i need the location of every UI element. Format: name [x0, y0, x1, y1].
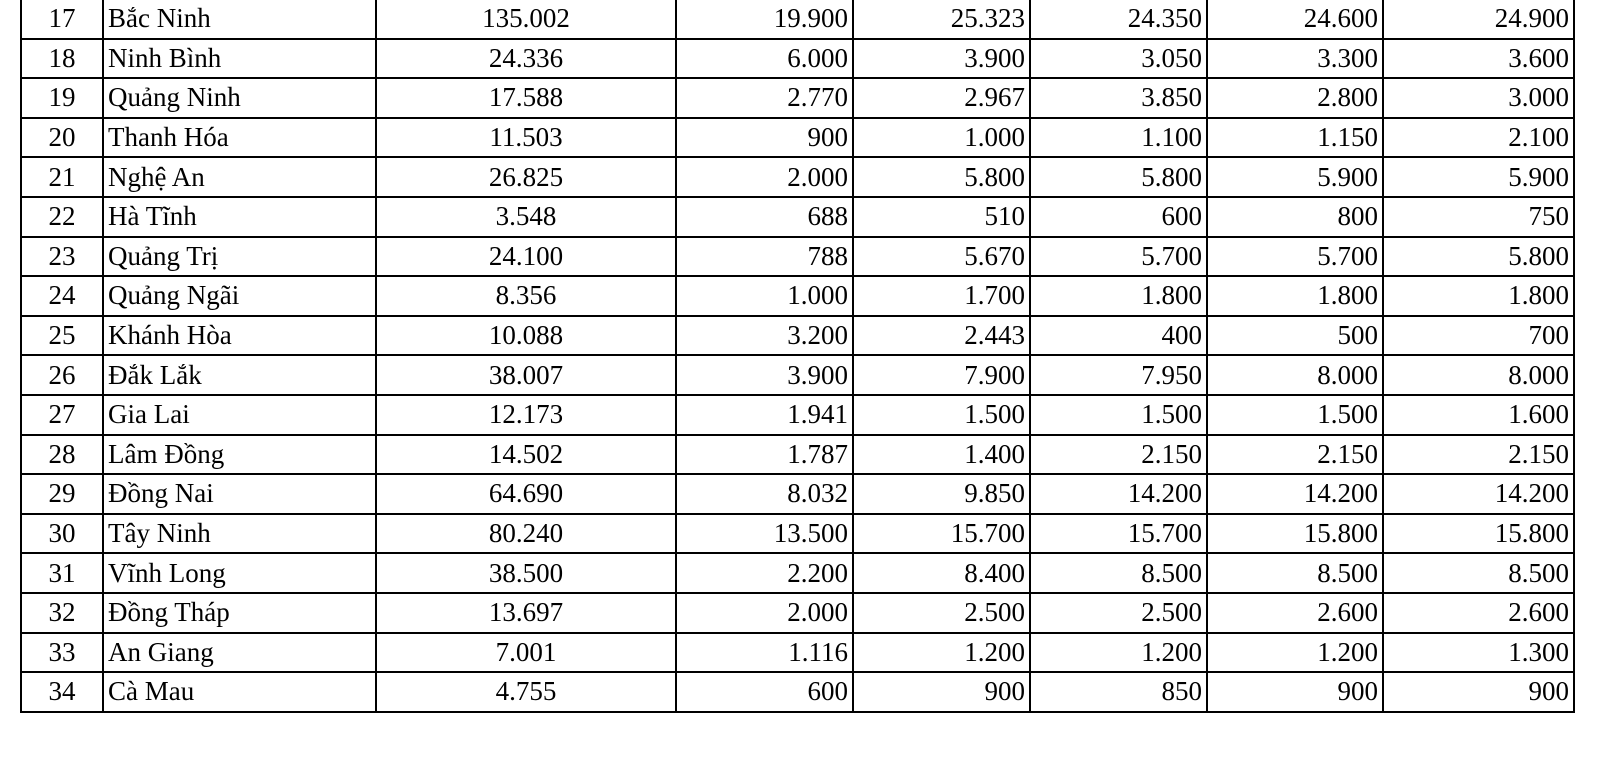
- row-number-cell: 25: [21, 316, 103, 356]
- value-cell-5: 5.800: [1383, 237, 1574, 277]
- value-cell-2: 1.200: [853, 633, 1030, 673]
- province-name-cell: Hà Tĩnh: [103, 197, 376, 237]
- table-row: [21, 514, 1574, 554]
- value-cell-2: 900: [853, 672, 1030, 712]
- row-number-cell: 32: [21, 593, 103, 633]
- value-cell-4: 1.500: [1207, 395, 1383, 435]
- table-row: [21, 553, 1574, 593]
- total-value-cell: 64.690: [376, 474, 676, 514]
- value-cell-1: 2.000: [676, 593, 853, 633]
- row-number-cell: 18: [21, 39, 103, 79]
- row-number-cell: 21: [21, 157, 103, 197]
- total-value-cell: 11.503: [376, 118, 676, 158]
- total-value-cell: 17.588: [376, 78, 676, 118]
- table-row: [21, 276, 1574, 316]
- table-row: [21, 118, 1574, 158]
- value-cell-3: 24.350: [1030, 0, 1207, 39]
- value-cell-4: 2.800: [1207, 78, 1383, 118]
- province-data-table: [20, 0, 1575, 713]
- table-row: [21, 197, 1574, 237]
- total-value-cell: 26.825: [376, 157, 676, 197]
- value-cell-3: 15.700: [1030, 514, 1207, 554]
- value-cell-4: 3.300: [1207, 39, 1383, 79]
- total-value-cell: 80.240: [376, 514, 676, 554]
- row-number-cell: 28: [21, 435, 103, 475]
- value-cell-2: 1.700: [853, 276, 1030, 316]
- value-cell-5: 8.000: [1383, 355, 1574, 395]
- value-cell-5: 5.900: [1383, 157, 1574, 197]
- value-cell-5: 15.800: [1383, 514, 1574, 554]
- value-cell-1: 1.941: [676, 395, 853, 435]
- value-cell-3: 3.050: [1030, 39, 1207, 79]
- value-cell-1: 19.900: [676, 0, 853, 39]
- total-value-cell: 7.001: [376, 633, 676, 673]
- province-name-cell: Quảng Ninh: [103, 78, 376, 118]
- value-cell-1: 688: [676, 197, 853, 237]
- table-row: [21, 316, 1574, 356]
- table-row: [21, 474, 1574, 514]
- value-cell-3: 8.500: [1030, 553, 1207, 593]
- value-cell-5: 2.100: [1383, 118, 1574, 158]
- value-cell-4: 1.150: [1207, 118, 1383, 158]
- value-cell-5: 700: [1383, 316, 1574, 356]
- table-row: [21, 237, 1574, 277]
- province-name-cell: Quảng Trị: [103, 237, 376, 277]
- value-cell-5: 2.600: [1383, 593, 1574, 633]
- value-cell-2: 8.400: [853, 553, 1030, 593]
- table-row: [21, 435, 1574, 475]
- table-row: [21, 672, 1574, 712]
- row-number-cell: 17: [21, 0, 103, 39]
- value-cell-2: 5.800: [853, 157, 1030, 197]
- value-cell-1: 788: [676, 237, 853, 277]
- value-cell-3: 1.100: [1030, 118, 1207, 158]
- value-cell-1: 6.000: [676, 39, 853, 79]
- value-cell-4: 800: [1207, 197, 1383, 237]
- province-name-cell: Thanh Hóa: [103, 118, 376, 158]
- total-value-cell: 24.336: [376, 39, 676, 79]
- province-name-cell: Gia Lai: [103, 395, 376, 435]
- value-cell-4: 5.700: [1207, 237, 1383, 277]
- value-cell-4: 5.900: [1207, 157, 1383, 197]
- value-cell-3: 5.700: [1030, 237, 1207, 277]
- province-name-cell: Vĩnh Long: [103, 553, 376, 593]
- total-value-cell: 12.173: [376, 395, 676, 435]
- table-row: [21, 395, 1574, 435]
- province-name-cell: Nghệ An: [103, 157, 376, 197]
- value-cell-1: 2.770: [676, 78, 853, 118]
- value-cell-4: 2.600: [1207, 593, 1383, 633]
- row-number-cell: 34: [21, 672, 103, 712]
- province-name-cell: An Giang: [103, 633, 376, 673]
- row-number-cell: 31: [21, 553, 103, 593]
- value-cell-3: 1.200: [1030, 633, 1207, 673]
- value-cell-1: 900: [676, 118, 853, 158]
- value-cell-5: 3.000: [1383, 78, 1574, 118]
- value-cell-3: 14.200: [1030, 474, 1207, 514]
- province-name-cell: Đồng Tháp: [103, 593, 376, 633]
- table-row: [21, 157, 1574, 197]
- value-cell-1: 8.032: [676, 474, 853, 514]
- row-number-cell: 20: [21, 118, 103, 158]
- province-name-cell: Lâm Đồng: [103, 435, 376, 475]
- value-cell-1: 2.200: [676, 553, 853, 593]
- total-value-cell: 10.088: [376, 316, 676, 356]
- value-cell-1: 3.900: [676, 355, 853, 395]
- value-cell-1: 1.116: [676, 633, 853, 673]
- value-cell-1: 1.787: [676, 435, 853, 475]
- total-value-cell: 38.007: [376, 355, 676, 395]
- value-cell-1: 600: [676, 672, 853, 712]
- total-value-cell: 4.755: [376, 672, 676, 712]
- total-value-cell: 14.502: [376, 435, 676, 475]
- value-cell-2: 1.000: [853, 118, 1030, 158]
- value-cell-5: 1.300: [1383, 633, 1574, 673]
- value-cell-4: 24.600: [1207, 0, 1383, 39]
- value-cell-2: 3.900: [853, 39, 1030, 79]
- value-cell-3: 7.950: [1030, 355, 1207, 395]
- table-row: [21, 593, 1574, 633]
- row-number-cell: 30: [21, 514, 103, 554]
- value-cell-5: 8.500: [1383, 553, 1574, 593]
- value-cell-2: 5.670: [853, 237, 1030, 277]
- value-cell-3: 2.150: [1030, 435, 1207, 475]
- province-name-cell: Tây Ninh: [103, 514, 376, 554]
- value-cell-2: 2.967: [853, 78, 1030, 118]
- value-cell-3: 850: [1030, 672, 1207, 712]
- total-value-cell: 24.100: [376, 237, 676, 277]
- row-number-cell: 29: [21, 474, 103, 514]
- value-cell-5: 14.200: [1383, 474, 1574, 514]
- value-cell-2: 510: [853, 197, 1030, 237]
- value-cell-1: 2.000: [676, 157, 853, 197]
- value-cell-2: 7.900: [853, 355, 1030, 395]
- total-value-cell: 8.356: [376, 276, 676, 316]
- table-body: [21, 0, 1574, 712]
- value-cell-1: 13.500: [676, 514, 853, 554]
- value-cell-4: 900: [1207, 672, 1383, 712]
- province-name-cell: Cà Mau: [103, 672, 376, 712]
- value-cell-4: 14.200: [1207, 474, 1383, 514]
- value-cell-4: 8.000: [1207, 355, 1383, 395]
- value-cell-5: 900: [1383, 672, 1574, 712]
- table-row: [21, 78, 1574, 118]
- province-name-cell: Đắk Lắk: [103, 355, 376, 395]
- row-number-cell: 23: [21, 237, 103, 277]
- total-value-cell: 38.500: [376, 553, 676, 593]
- province-name-cell: Ninh Bình: [103, 39, 376, 79]
- value-cell-3: 1.500: [1030, 395, 1207, 435]
- value-cell-5: 750: [1383, 197, 1574, 237]
- row-number-cell: 22: [21, 197, 103, 237]
- value-cell-5: 1.600: [1383, 395, 1574, 435]
- value-cell-4: 500: [1207, 316, 1383, 356]
- value-cell-2: 1.500: [853, 395, 1030, 435]
- value-cell-1: 1.000: [676, 276, 853, 316]
- province-name-cell: Đồng Nai: [103, 474, 376, 514]
- row-number-cell: 26: [21, 355, 103, 395]
- row-number-cell: 24: [21, 276, 103, 316]
- value-cell-3: 400: [1030, 316, 1207, 356]
- value-cell-2: 1.400: [853, 435, 1030, 475]
- total-value-cell: 13.697: [376, 593, 676, 633]
- value-cell-3: 1.800: [1030, 276, 1207, 316]
- row-number-cell: 33: [21, 633, 103, 673]
- province-name-cell: Khánh Hòa: [103, 316, 376, 356]
- province-name-cell: Bắc Ninh: [103, 0, 376, 39]
- value-cell-5: 24.900: [1383, 0, 1574, 39]
- value-cell-4: 1.200: [1207, 633, 1383, 673]
- total-value-cell: 135.002: [376, 0, 676, 39]
- value-cell-3: 2.500: [1030, 593, 1207, 633]
- value-cell-4: 15.800: [1207, 514, 1383, 554]
- value-cell-2: 9.850: [853, 474, 1030, 514]
- value-cell-3: 3.850: [1030, 78, 1207, 118]
- table-row: [21, 39, 1574, 79]
- row-number-cell: 27: [21, 395, 103, 435]
- table-row: [21, 355, 1574, 395]
- province-name-cell: Quảng Ngãi: [103, 276, 376, 316]
- value-cell-4: 2.150: [1207, 435, 1383, 475]
- value-cell-1: 3.200: [676, 316, 853, 356]
- value-cell-4: 8.500: [1207, 553, 1383, 593]
- value-cell-5: 2.150: [1383, 435, 1574, 475]
- table-row: [21, 0, 1574, 39]
- value-cell-2: 2.443: [853, 316, 1030, 356]
- table-row: [21, 633, 1574, 673]
- value-cell-4: 1.800: [1207, 276, 1383, 316]
- value-cell-3: 5.800: [1030, 157, 1207, 197]
- value-cell-5: 1.800: [1383, 276, 1574, 316]
- total-value-cell: 3.548: [376, 197, 676, 237]
- value-cell-2: 15.700: [853, 514, 1030, 554]
- value-cell-2: 2.500: [853, 593, 1030, 633]
- value-cell-3: 600: [1030, 197, 1207, 237]
- row-number-cell: 19: [21, 78, 103, 118]
- value-cell-5: 3.600: [1383, 39, 1574, 79]
- value-cell-2: 25.323: [853, 0, 1030, 39]
